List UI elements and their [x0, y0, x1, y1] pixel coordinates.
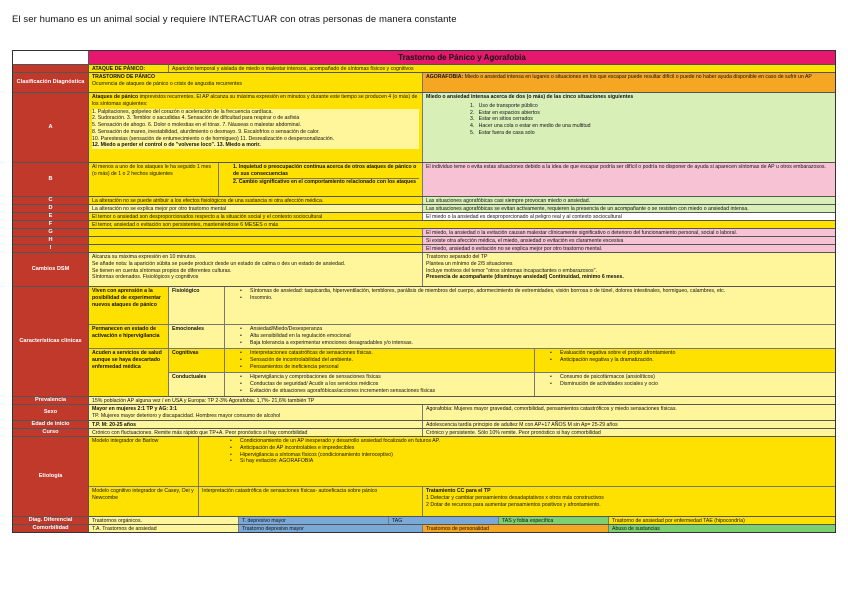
situation-list: [456, 103, 832, 137]
g-left-blank: [89, 229, 423, 236]
b-item: 2. Cambio significativo en el comportamiento relacionado con los ataques: [233, 178, 417, 185]
ag-text: Miedo o ansiedad intensa en lugares o situaciones en los que escapar puede resultar difícil o puede no haber ayuda disponible en caso de sufrir un AP: [464, 74, 812, 80]
clinic-items: [225, 287, 835, 324]
row-label-edad: Edad de inicio: [13, 421, 89, 428]
clinic-left: Permanecen en estado de activación e hipervigilancia: [89, 325, 169, 348]
b-items: [219, 163, 423, 196]
g-text: El miedo, la ansiedad o la evitación causan malestar clínicamente significativo o deterioro del funcionamiento personal, social o laboral.: [423, 229, 835, 236]
h-left-blank: [89, 237, 423, 244]
tp-definition: [89, 73, 423, 92]
comorb-item: Trastornos de personalidad: [423, 525, 609, 532]
row-label-clasificacion: Clasificación Diagnóstica: [13, 73, 89, 92]
a-intro: imprevistos recurrentes. El AP alcanza su máxima expresión en minutos y durante este tiempo se producen 4 (o más) de los síntomas siguientes:: [92, 94, 418, 107]
etio-item: • Anticipación de AP incontrolables e impredecibles: [218, 445, 832, 452]
a-panic-criteria: [89, 93, 423, 162]
etio-treatment: [423, 487, 835, 516]
clinic-cat-name: Cognitivas: [169, 349, 225, 372]
row-label-clinicas: Características clínicas: [13, 287, 89, 396]
clinic-item: • Alta sensibilidad en la regulación emocional: [228, 333, 832, 340]
situation-item: 2. Estar en espacios abiertos: [470, 109, 540, 116]
row-label-sexo: Sexo: [13, 405, 89, 420]
h-text: Si existe otra afección médica, el miedo, ansiedad o evitación es claramente excesiva: [423, 237, 835, 244]
clinic-item: • Insomnio.: [228, 295, 832, 302]
symptom-line: 2. Sudoración. 3. Temblor o sacudidas 4. Sensación de dificultad para respirar o de asfixia: [92, 115, 300, 122]
row-label-curso: Curso: [13, 429, 89, 436]
sexo-line: TP. Mujeres mayor deterioro y discapacidad. Hombres mayor consumo de alcohol: [92, 412, 281, 419]
clinic-items: [225, 349, 535, 372]
dsm-left: [89, 253, 423, 286]
summary-table: [12, 50, 836, 533]
clinic-cat-name: Emocionales: [169, 325, 225, 348]
a-agoraphobia-criteria: [423, 93, 835, 162]
e-left: El temor o ansiedad son desproporcionados respecto a la situación social y el contexto sociocultural: [89, 213, 423, 220]
row-label-a: A: [13, 93, 89, 162]
diag-item: Trastorno de ansiedad por enfermedad TAE (hipocondría): [609, 517, 835, 524]
dsm-line: Plantea un mínimo de 2/5 situaciones: [426, 260, 513, 267]
row-label-dsm: Cambios DSM: [13, 253, 89, 286]
clinic-item: • Evaluación negativa sobre el propio afrontamiento: [538, 350, 832, 357]
dsm-right: [423, 253, 835, 286]
b-item: 1. Inquietud o preocupación continua acerca de otros ataques de pánico o de sus consecuencias: [233, 164, 419, 179]
curso-left: Crónico con fluctuaciones. Remite más rápido que TP+A. Peor pronóstico si hay comorbilidad: [89, 429, 423, 436]
row-label-b: B: [13, 163, 89, 196]
ag-definition: [423, 73, 835, 92]
situation-item: 1. Uso de transporte público: [470, 102, 538, 109]
etio-item: • Si hay evitación: AGORAFOBIA: [218, 458, 832, 465]
blank-label: [13, 65, 89, 72]
clinic-items-right: [535, 373, 835, 396]
clinic-item: • Conductas de seguridad/ Acudir a los servicios médicos: [228, 381, 531, 388]
dsm-line: Síntomas ordenados. Fisiológicos y cognitivos: [92, 274, 199, 281]
clinic-item: • Pensamientos de ineficiencia personal: [228, 364, 531, 371]
clinic-left: Viven con aprensión a la posibilidad de experimentar nuevos ataques de pánico: [89, 287, 169, 324]
diag-item: T. depresivo mayor: [239, 517, 389, 524]
diag-item: Trastornos orgánicos.: [89, 517, 239, 524]
situation-item: 5. Estar fuera de casa solo: [470, 129, 535, 136]
dsm-line: Se tienen en cuenta síntomas propios de diferentes culturas.: [92, 267, 232, 274]
ataque-text: Aparición temporal y aislada de miedo o malestar intensos, acompañado de síntomas físicos y cognitivos: [169, 65, 835, 72]
treatment-title: Tratamiento CC para el TP: [426, 488, 491, 494]
clinic-item: • Sensación de incontrolabilidad del ambiente.: [228, 357, 531, 364]
dsm-line: Se añade nota: la aparición súbita se puede producir desde un estado de calma o des un estado de ansiedad.: [92, 260, 346, 267]
comorb-item: Abuso de sustancias: [609, 525, 835, 532]
etio-item: • Hipervigilancia a síntomas físicos (condicionamiento interoceptivo): [218, 452, 832, 459]
row-label-diag: Diag. Diferencial: [13, 517, 89, 524]
curso-right: Crónico y persistente. Sólo 10% remite. Peor pronóstico si hay comorbilidad: [423, 429, 835, 436]
dsm-line: Alcanza su máxima expresión en 10 minutos.: [92, 254, 197, 260]
clinic-left: Acuden a servicios de salud aunque se haya descartado enfermedad médica: [89, 349, 169, 396]
row-label-i: I: [13, 245, 89, 252]
etio-model-1-items: [199, 437, 835, 486]
symptom-line: 12. Miedo a perder el control o de "volverse loco". 13. Miedo a morir.: [92, 142, 261, 149]
e-right: El miedo o la ansiedad es desproporcionado al peligro real y al contexto sociocultural: [423, 213, 835, 220]
clinic-item: • Ansiedad/Miedo/Desesperanza: [228, 326, 832, 333]
a-symptom-list: [92, 109, 419, 150]
symptom-line: 10. Parestesias (sensación de entumecimiento o de hormigueo) 11. Desrealización o despersonalización.: [92, 135, 335, 142]
ataque-label: ATAQUE DE PÁNICO:: [89, 65, 169, 72]
a-right-intro: Miedo o ansiedad intensa acerca de dos (o más) de las cinco situaciones siguientes: [426, 94, 634, 100]
clinic-item: • Evitación de situaciones agorafóbicas/acciones incrementen sensaciones físicas: [228, 388, 531, 395]
d-right: Las situaciones agorafóbicas se evitan activamente, requieren la presencia de un acompañante o se resisten con miedo o ansiedad intensa.: [423, 205, 835, 212]
table-title: Trastorno de Pánico y Agorafobia: [89, 51, 835, 64]
document-heading: El ser humano es un animal social y requiere INTERACTUAR con otras personas de manera constante: [12, 14, 457, 25]
clinic-items-right: [535, 349, 835, 372]
sexo-right: Agorafobia: Mujeres mayor gravedad, comorbilidad, pensamientos catastróficos y miedo sensaciones físicas.: [423, 405, 835, 420]
b-left-text: Al menos a uno de los ataques le ha seguido 1 mes (o más) de 1 o 2 hechos siguientes: [89, 163, 219, 196]
clinic-item: • Interpretaciones catastróficas de sensaciones físicas.: [228, 350, 531, 357]
dsm-line: Incluye motivos del temor "otros síntomas incapacitantes o embarazosos".: [426, 267, 597, 274]
situation-item: 4. Hacer una cola o estar en medio de una multitud: [470, 123, 591, 129]
row-label-d: D: [13, 205, 89, 212]
diag-item: TAS y fobia específica: [499, 517, 609, 524]
i-left-blank: [89, 245, 423, 252]
etio-model-2-text: Interpretación catastrófica de sensaciones físicas- autoeficacia sobre pánico: [199, 487, 423, 516]
comorb-item: T.A. Trastornos de ansiedad: [89, 525, 239, 532]
clinic-items: [225, 325, 835, 348]
etio-item: • Condicionamiento de un AP inesperado y desarrollo ansiedad focalizado en futuros AP.: [218, 438, 832, 445]
treatment-line: 2 Dotar de recursos para aumentar pensamientos positivos y afrontamiento.: [426, 501, 601, 508]
symptom-line: 8. Sensación de mareo, inestabilidad, aturdimiento o desmayo. 9. Escalofríos o sensación de calor.: [92, 128, 320, 135]
clinic-cat-name: Conductuales: [169, 373, 225, 396]
i-text: El miedo, ansiedad o evitación no se explica mejor por otro trastorno mental.: [423, 245, 835, 252]
tp-text: Ocurrencia de ataques de pánico o crisis de angustia recurrentes: [92, 80, 242, 87]
etio-model-2: Modelo cognitivo integrador de Casey, Oei y Newcombe: [89, 487, 199, 516]
c-right: Las situaciones agorafóbicas casi siempre provocan miedo o ansiedad.: [423, 197, 835, 204]
a-intro-bold: Ataques de pánico: [92, 94, 139, 100]
comorb-item: Trastorno depresivo mayor: [239, 525, 423, 532]
prevalencia-text: 15% población AP alguna vez / en USA y Europa: TP 2-3% Agorafobia: 1,7%- 21,6% también TP: [89, 397, 835, 404]
row-label-f: F: [13, 221, 89, 228]
symptom-line: 1. Palpitaciones, golpeteo del corazón o aceleración de la frecuencia cardíaca.: [92, 108, 273, 115]
clinic-item: • Consumo de psicofármacos (ansiolíticos): [538, 374, 832, 381]
tp-title: TRASTORNO DE PÁNICO: [92, 74, 156, 80]
row-label-g: G: [13, 229, 89, 236]
edad-left: T.P. M: 20-25 años: [89, 421, 423, 428]
diag-item: TAG: [389, 517, 499, 524]
row-label-e: E: [13, 213, 89, 220]
clinic-item: • Baja tolerancia a experimentar emociones desagradables y/o intensas.: [228, 340, 832, 347]
clinic-item: • Anticipación negativa y la dramatización.: [538, 357, 832, 364]
b-right-text: El individuo teme o evita estas situaciones debido a la idea de que escapar podría ser difícil o podría no disponer de ayuda si aparecen síntomas de AP u otros embarazosos.: [423, 163, 835, 196]
clinic-item: • Síntomas de ansiedad: taquicardia, hiperventilación, temblores, parálisis de miembros del cuerpo, adormecimiento de extremidades, visión borrosa o de túnel, dolores intestinales, hormigueo, calambres, etc.: [228, 288, 832, 295]
f-text: El temor, ansiedad o evitación son persistentes, manteniéndose 6 MESES o más: [89, 221, 835, 228]
clinic-item: • Hipervigilancia y comprobaciones de sensaciones físicas: [228, 374, 531, 381]
clinic-cat-name: Fisiológico: [169, 287, 225, 324]
situation-item: 3. Estar en sitios cerrados: [470, 116, 533, 123]
dsm-line: Presencia de acompañante (disminuye ansiedad) Continuidad, mínimo 6 meses.: [426, 274, 624, 281]
clinic-item: • Disminución de actividades sociales y ocio: [538, 381, 832, 388]
edad-right: Adolescencia tardía principio de adultez M con AP+17 AÑOS M sin Ap= 25-29 años: [423, 421, 835, 428]
corner-cell: [13, 51, 89, 64]
treatment-line: 1 Detectar y cambiar pensamientos desadaptativos x otros más constructivos: [426, 494, 604, 501]
row-label-prevalencia: Prevalencia: [13, 397, 89, 404]
ag-title: AGORAFOBIA:: [426, 74, 464, 80]
row-label-comorb: Comorbilidad: [13, 525, 89, 532]
sexo-left: [89, 405, 423, 420]
symptom-line: 5. Sensación de ahogo. 6. Dolor o molestias en el tórax. 7. Náuseas o malestar abdominal.: [92, 122, 302, 128]
row-label-etiologia: Etiología: [13, 437, 89, 516]
sexo-line: Mayor en mujeres 2:1 TP y AG: 3:1: [92, 406, 178, 412]
c-left: La alteración no se puede atribuir a los efectos fisiológicos de una sustancia ni otra afección médica.: [89, 197, 423, 204]
etio-model-1: Modelo integrador de Barlow: [89, 437, 199, 486]
dsm-line: Trastorno separado del TP: [426, 254, 488, 260]
row-label-c: C: [13, 197, 89, 204]
d-left: La alteración no se explica mejor por otro trastorno mental: [89, 205, 423, 212]
clinic-items: [225, 373, 535, 396]
row-label-h: H: [13, 237, 89, 244]
